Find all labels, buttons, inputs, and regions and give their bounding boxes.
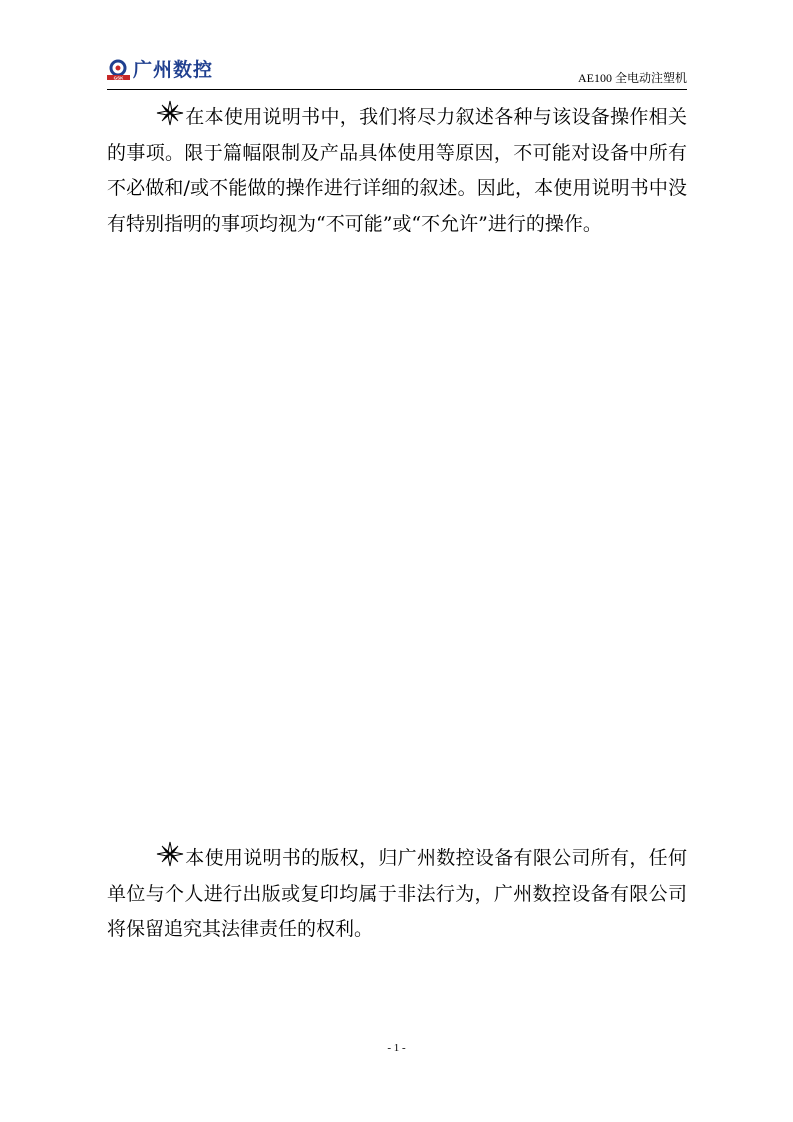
paragraph-text: 在本使用说明书中，我们将尽力叙述各种与该设备操作相关的事项。限于篇幅限制及产品具体使用等原因，不可能对设备中所有不必做和/或不能做的操作进行详细的叙述。因此，本使用说明书中没有特别指明的事项均视为“不可能”或“不允许”进行的操作。 [107, 106, 687, 235]
notice-paragraph-scope [107, 100, 687, 242]
compass-star-icon [155, 841, 185, 867]
copyright-paragraph [107, 841, 687, 948]
paragraph-text: 本使用说明书的版权，归广州数控设备有限公司所有，任何单位与个人进行出版或复印均属于非法行为，广州数控设备有限公司将保留追究其法律责任的权利。 [107, 847, 687, 940]
svg-text:GSK: GSK [113, 75, 124, 81]
gsk-logo [107, 57, 213, 83]
gsk-emblem-icon [107, 59, 131, 81]
logo-text: 广州数控 [133, 59, 214, 81]
page-header [107, 55, 687, 90]
compass-star-icon [155, 100, 185, 126]
document-title: AE100 全电动注塑机 [578, 71, 687, 85]
page-number: - 1 - [387, 1042, 406, 1054]
